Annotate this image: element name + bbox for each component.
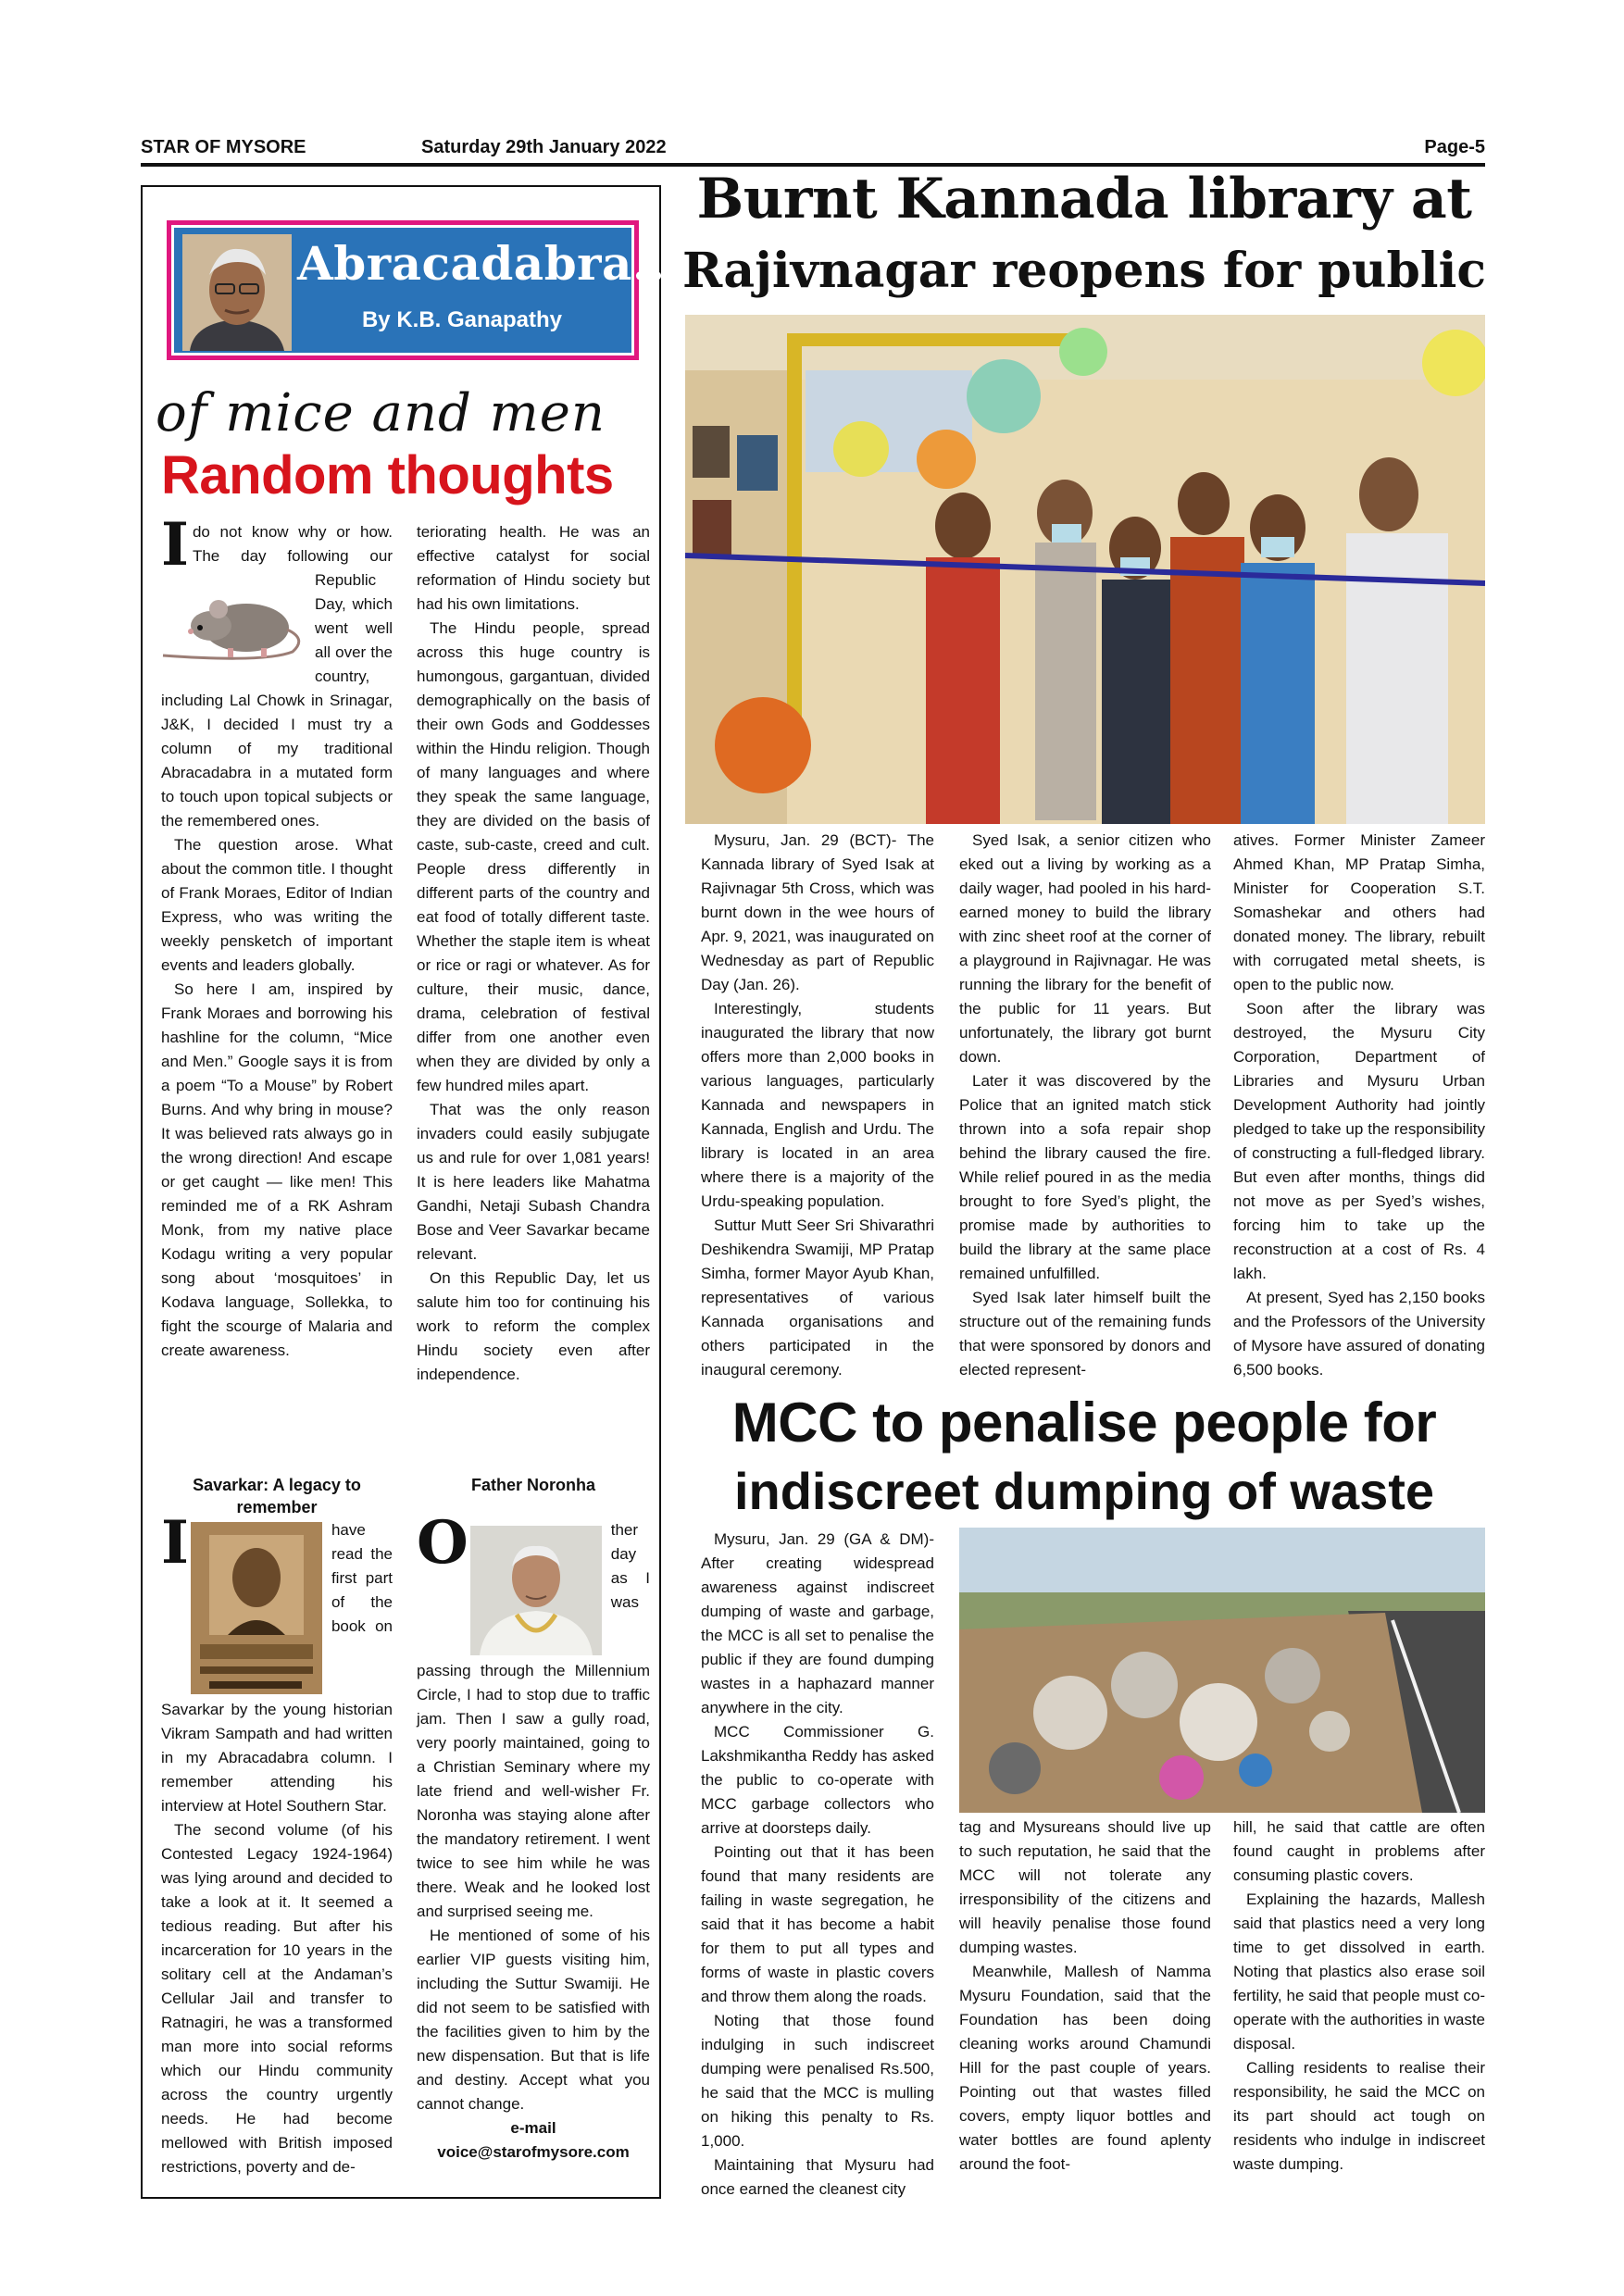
story-paragraph: Calling residents to realise their responsibility, he said the MCC on its part should act tough on residents who indulge in indiscreet waste dumping. [1233, 2059, 1485, 2173]
email-link[interactable]: voice@starofmysore.com [437, 2143, 630, 2161]
column-paragraph: That was the only reason invaders could easily subjugate us and rule for over 1,081 years! It is here leaders like Mahatma Gandhi, Netaji Subash Chandra Bose and Veer Savarkar became relevant. [417, 1101, 650, 1263]
column-paragraph: He mentioned of some of his earlier VIP guests visiting him, including the Suttur Swamiji. He did not seem to be satisfied with the facilities given to him by the new dispensation. But that is life and destiny. Accept what you cannot change. [417, 1927, 650, 2113]
savarkar-text [161, 1508, 393, 2179]
column-text-1 [161, 510, 393, 1363]
subhead-savarkar: Savarkar: A legacy to remember [193, 1476, 361, 1516]
author-portrait [182, 234, 292, 351]
story-paragraph: Maintaining that Mysuru had once earned the cleanest city [701, 2156, 934, 2198]
column-paragraph: The second volume (of his Contested Legacy 1924-1964) was lying around and decided to take a look at it. It seemed a tedious reading. But after his incarceration for 10 years in the solitary cell at the Andaman’s Cellular Jail and transfer to Ratnagiri, he was a transformed man more into social reforms which our Hindu community across the country urgently needs. He had become mellowed with British imposed restrictions, poverty and de- [161, 1821, 393, 2176]
story-paragraph: Mysuru, Jan. 29 (GA & DM)- After creating widespread awareness against indiscreet dumping of waste and garbage, the MCC is all set to penalise the public if they are found dumping wastes in a haphazard manner anywhere in the city. [701, 1530, 934, 1716]
dropcap: I [161, 1508, 189, 1578]
story1-headline: Burnt Kannada library at [696, 167, 1472, 231]
story1-headline-line2: Rajivnagar reopens for public [682, 243, 1486, 299]
newspaper-name: STAR OF MYSORE [141, 137, 306, 157]
story2-headline-line2: indiscreet dumping of waste [733, 1462, 1435, 1520]
book-cover-image [191, 1522, 322, 1694]
column-banner [167, 220, 682, 360]
library-inauguration-photo [685, 315, 1485, 824]
story-paragraph: At present, Syed has 2,150 books and the Professors of the University of Mysore have assured of donating 6,500 books. [1233, 1289, 1485, 1379]
story2-column-1 [701, 1528, 934, 2202]
story2-headline: MCC to penalise people for [731, 1391, 1437, 1454]
column-title: Abracadabra... [297, 236, 682, 291]
column-box [141, 185, 682, 2199]
waste-dumping-photo [959, 1528, 1485, 1813]
story-paragraph: Suttur Mutt Seer Sri Shivarathri Deshikendra Swamiji, MP Pratap Simha, former Mayor Ayub Khan, representatives of various Kannada organisations and others participated in the inaugural ceremony. [701, 1217, 934, 1379]
story1-column-1 [701, 829, 934, 1382]
story-paragraph: Noting that those found indulging in such indiscreet dumping were penalised Rs.500, he said that the MCC is mulling on hiking this penalty to Rs. 1,000. [701, 2012, 934, 2150]
story-paragraph: Explaining the hazards, Mallesh said that plastics need a very long time to get dissolved in earth. Noting that plastics also erase soil fertility, he said that people must co-operate with the authorities in waste disposal. [1233, 1890, 1485, 2053]
story-paragraph: Soon after the library was destroyed, the Mysuru City Corporation, Department of Libraries and Mysuru Urban Development Authority had jointly pledged to take up the responsibility of constructing a full-fledged library. But even after months, things did not move as per Syed’s wishes, forcing him to take up the reconstruction at a cost of Rs. 4 lakh. [1233, 1000, 1485, 1282]
savarkar-lead: have read the first part of the book on Savarkar by the young historian Vikram Sampath and had written in my Abracadabra column. I remember attending his interview at Hotel Southern Star. [161, 1521, 393, 1815]
noronha-photo [470, 1526, 602, 1655]
column-paragraph: On this Republic Day, let us salute him too for continuing his work to reform the complex Hindu society even after independence. [417, 1269, 650, 1383]
story-paragraph: Syed Isak, a senior citizen who eked out a living by working as a daily wager, had pooled in his hard-earned money to build the library with zinc sheet roof at the corner of a playground in Rajivnagar. He was running the library for the benefit of the public for 11 years. But unfortunately, the library got burnt down. [959, 831, 1211, 1066]
story1-column-3 [1233, 829, 1485, 1382]
story2-column-3 [1233, 1816, 1485, 2177]
story1-column-2 [959, 829, 1211, 1382]
page-number: Page-5 [1424, 137, 1485, 157]
column-headline: Random thoughts [161, 445, 614, 505]
story-paragraph: atives. Former Minister Zameer Ahmed Khan, MP Pratap Simha, Minister for Cooperation S.T. Somashekar and others had donated money. The library, rebuilt with corrugated metal sheets, is open to the public now. [1233, 831, 1485, 993]
story-paragraph: Syed Isak later himself built the structure out of the remaining funds that were sponsored by donors and elected represent- [959, 1289, 1211, 1379]
masthead [141, 135, 1485, 167]
dropcap: O [417, 1508, 468, 1578]
story-paragraph: tag and Mysureans should live up to such reputation, he said that the MCC will not tolerate any irresponsibility of the citizens and will heavily penalise those found dumping wastes. [959, 1818, 1211, 1956]
subhead-noronha: Father Noronha [470, 1476, 595, 1494]
byline: By K.B. Ganapathy [361, 307, 563, 332]
story-paragraph: hill, he said that cattle are often found caught in problems after consuming plastic covers. [1233, 1818, 1485, 1884]
rat-illustration [154, 574, 309, 665]
story-paragraph: Later it was discovered by the Police that an ignited match stick thrown into a sofa repair shop behind the library caused the fire. While relief poured in as the media brought to fore Syed’s plight, the promise made by authorities to build the library at the same place remained unfulfilled. [959, 1072, 1211, 1282]
column-paragraph: So here I am, inspired by Frank Moraes and borrowing his hashline for the column, “Mice and Men.” Google says it is from a poem “To a Mouse” by Robert Burns. And why bring in mouse? It was believed rats always go in the wrong direction! And escape or get caught — like men! This reminded me of a RK Ashram Monk, from my native place Kodagu writing a very popular song about ‘mosquitoes’ in Kodava language, Sollekka, to fight the scourge of Malaria and create awareness. [161, 980, 393, 1359]
story2-column-2 [959, 1816, 1211, 2177]
story-paragraph: Mysuru, Jan. 29 (BCT)- The Kannada library of Syed Isak at Rajivnagar 5th Cross, which was burnt down in the wee hours of Apr. 9, 2021, was inaugurated on Wednesday as part of Republic Day (Jan. 26). [701, 831, 934, 993]
issue-date: Saturday 29th January 2022 [421, 137, 667, 157]
column-paragraph: The question arose. What about the common title. I thought of Frank Moraes, Editor of Indian Express, who was writing the weekly pensketch of important events and leaders globally. [161, 836, 393, 974]
noronha-text [417, 1508, 650, 2165]
column-paragraph: teriorating health. He was an effective catalyst for social reformation of Hindu society but had his own limitations. [417, 523, 650, 613]
column-lead: do not know why or how. The day following our Republic Day, which went well all over the country, including Lal Chowk in Srinagar, J&K, I decided I must try a column of my traditional Abracadabra in a mutated form to touch upon topical subjects or the remembered ones. [161, 523, 393, 830]
story-paragraph: Interestingly, students inaugurated the library that now offers more than 2,000 books in various languages, particularly Kannada and newspapers in Kannada, English and Urdu. The library is located in an area where there is a majority of the Urdu-speaking population. [701, 1000, 934, 1210]
story-paragraph: Pointing out that it has been found that many residents are failing in waste segregation, he said that it has become a habit for them to put all types and forms of waste in plastic covers and throw them along the roads. [701, 1843, 934, 2005]
story-paragraph: MCC Commissioner G. Lakshmikantha Reddy has asked the public to co-operate with MCC garbage collectors who arrive at doorsteps daily. [701, 1723, 934, 1837]
email-label: e-mail [510, 2119, 556, 2137]
column-kicker: of mice and men [156, 383, 606, 443]
banner-panel [174, 228, 682, 353]
noronha-lead: ther day as I was passing through the Millennium Circle, I had to stop due to traffic jam. Then I saw a gully road, very poorly maintained, going to a Christian Seminary where my late friend and well-wisher Fr. Noronha was staying alone after the mandatory retirement. I went twice to see him while he was there. Weak and he looked lost and surprised seeing me. [417, 1521, 650, 1920]
column-text-2 [417, 520, 650, 1387]
column-paragraph: The Hindu people, spread across this huge country is humongous, gargantuan, divided demographically on the basis of their own Gods and Goddesses within the Hindu religion. Though of many languages and where they speak the same language, they are divided on the basis of caste, sub-caste, creed and cult. People dress differently in different parts of the country and eat food of totally different taste. Whether the staple item is wheat or rice or ragi or whatever. As for culture, their music, dance, drama, celebration of festival differ from one another even when they are divided by only a few hundred miles apart. [417, 619, 650, 1094]
dropcap: I [161, 510, 189, 580]
story-paragraph: Meanwhile, Mallesh of Namma Mysuru Foundation, said that the Foundation has been doing cleaning works around Chamundi Hill for the past couple of years. Pointing out that wastes filled covers, empty liquor bottles and water bottles are found aplenty around the foot- [959, 1963, 1211, 2173]
